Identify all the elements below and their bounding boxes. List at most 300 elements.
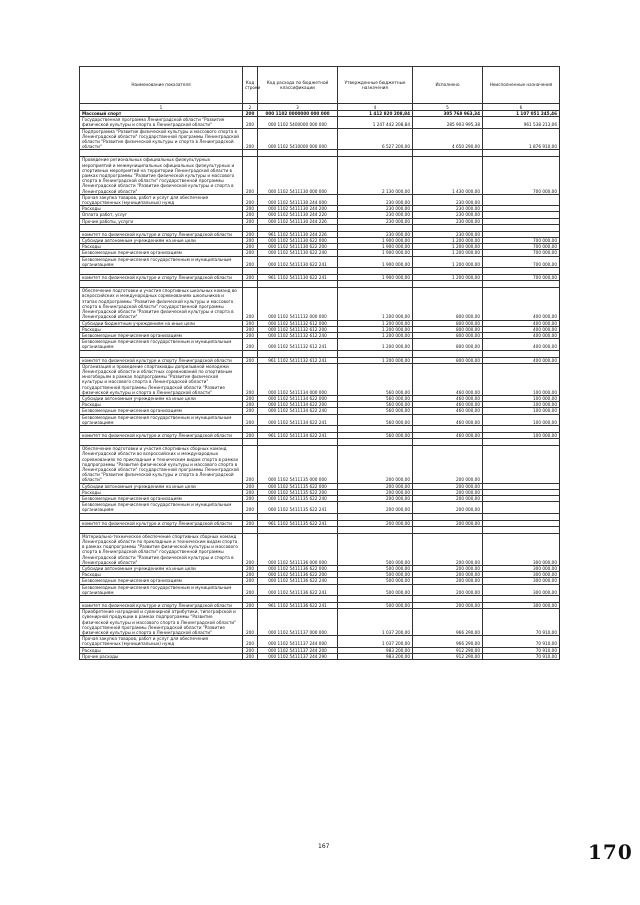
- cell-approved: 230 000,00: [338, 212, 413, 218]
- cell-name: [80, 281, 243, 288]
- table-row: [80, 502, 560, 513]
- table-row: [80, 636, 560, 647]
- cell-code: 000 1102 5411132 612 200: [258, 326, 338, 332]
- cell-approved: 983 200,00: [338, 647, 413, 653]
- cell-name: [80, 268, 243, 275]
- cell-line: 200: [243, 446, 258, 483]
- cell-name: [80, 224, 243, 231]
- cell-line: 200: [243, 653, 258, 659]
- cell-name: [80, 150, 243, 157]
- table-row: [80, 513, 560, 520]
- table-row: [80, 446, 560, 483]
- cell-executed: 1 200 000,00: [413, 256, 483, 267]
- cell-unexecuted: [483, 425, 560, 432]
- cell-executed: 200 000,00: [413, 578, 483, 584]
- cell-approved: 1 900 000,00: [338, 238, 413, 244]
- cell-line: [243, 439, 258, 446]
- cell-unexecuted: [483, 350, 560, 357]
- cell-line: 200: [243, 206, 258, 212]
- cell-name: Подпрограмма "Развитие физической культуры и массового спорта в Ленинградской области" государственной программы Ленинградской области "Развитие физической культуры и спорта в Ленинградской области": [80, 128, 243, 150]
- cell-name: Субсидии автономным учреждениям на иные цели: [80, 395, 243, 401]
- cell-name: Массовый спорт: [80, 111, 243, 117]
- cell-approved: 6 527 200,00: [338, 128, 413, 150]
- cell-name: Расходы: [80, 244, 243, 250]
- header-unexecuted: Неисполненные назначения: [483, 67, 560, 104]
- cell-executed: 1 200 000,00: [413, 238, 483, 244]
- cell-name: Безвозмездные перечисления государственным и муниципальным организациям: [80, 414, 243, 425]
- cell-approved: 1 900 000,00: [338, 244, 413, 250]
- cell-executed: 230 000,00: [413, 194, 483, 205]
- cell-line: 200: [243, 128, 258, 150]
- cell-approved: 1 412 820 208,84: [338, 111, 413, 117]
- header-approved: Утвержденные бюджетные назначения: [338, 67, 413, 104]
- table-row: [80, 339, 560, 350]
- cell-code: [258, 268, 338, 275]
- cell-name: Прочие работы, услуги: [80, 218, 243, 224]
- cell-line: 200: [243, 647, 258, 653]
- cell-unexecuted: 100 000,00: [483, 402, 560, 408]
- cell-code: 000 1102 5411134 622 000: [258, 395, 338, 401]
- cell-code: [258, 439, 338, 446]
- header-budget-code: Код расхода по бюджетной классификации: [258, 67, 338, 104]
- column-index: 1: [80, 104, 243, 111]
- cell-approved: [338, 281, 413, 288]
- cell-code: 000 1102 5411135 000 000: [258, 446, 338, 483]
- cell-line: 200: [243, 275, 258, 281]
- cell-line: 200: [243, 636, 258, 647]
- cell-name: Безвозмездные перечисления организациям: [80, 495, 243, 501]
- cell-approved: 200 000,00: [338, 520, 413, 526]
- table-row: [80, 533, 560, 565]
- cell-unexecuted: [483, 513, 560, 520]
- cell-unexecuted: [483, 526, 560, 533]
- cell-code: [258, 526, 338, 533]
- cell-name: Субсидии автономным учреждениям на иные цели: [80, 566, 243, 572]
- cell-unexecuted: 100 000,00: [483, 408, 560, 414]
- cell-name: [80, 425, 243, 432]
- cell-executed: [413, 596, 483, 603]
- cell-approved: [338, 439, 413, 446]
- cell-code: 000 1102 5411137 244 200: [258, 647, 338, 653]
- cell-executed: 800 000,00: [413, 288, 483, 320]
- cell-name: [80, 350, 243, 357]
- cell-code: [258, 281, 338, 288]
- cell-name: Оплата работ, услуг: [80, 212, 243, 218]
- cell-line: [243, 224, 258, 231]
- cell-code: 000 1102 5411132 612 240: [258, 332, 338, 338]
- cell-line: 200: [243, 495, 258, 501]
- cell-name: Расходы: [80, 206, 243, 212]
- cell-code: 000 1102 5400000 000 000: [258, 117, 338, 128]
- cell-line: 200: [243, 483, 258, 489]
- column-index: 5: [413, 104, 483, 111]
- cell-executed: 200 000,00: [413, 584, 483, 595]
- cell-line: 200: [243, 520, 258, 526]
- cell-name: Организация и проведение спартакиады допризывной молодежи Ленинградской области и областных соревнований по спортивным многоборьям в рамках подпрограммы "Развитие физической культуры и массового спорта в Ленинградской области" государственной программы Ленинградской области "Развитие физической культуры и спорта в Ленинградской области": [80, 363, 243, 395]
- cell-unexecuted: 1 107 051 245,46: [483, 111, 560, 117]
- cell-code: 000 1102 5411136 622 200: [258, 572, 338, 578]
- cell-line: 200: [243, 244, 258, 250]
- cell-approved: 1 900 000,00: [338, 250, 413, 256]
- table-row: [80, 425, 560, 432]
- cell-line: 200: [243, 326, 258, 332]
- cell-name: Обеспечение подготовки и участия спортивных сборных команд Ленинградской области во всероссийских и международных соревнованиях по прикладным и техническим видам спорта в рамках подпрограммы "Развитие физической культуры и массового спорта в Ленинградской области" государственной программы Ленинградской области "Развитие физической культуры и спорта в Ленинградской области": [80, 446, 243, 483]
- cell-approved: [338, 150, 413, 157]
- table-row: [80, 414, 560, 425]
- cell-approved: 983 200,00: [338, 653, 413, 659]
- cell-name: Расходы: [80, 572, 243, 578]
- page-number: 167: [318, 843, 330, 850]
- cell-approved: [338, 596, 413, 603]
- cell-name: комитет по физической культуре и спорту Ленинградской области: [80, 275, 243, 281]
- cell-executed: 200 000,00: [413, 502, 483, 513]
- cell-executed: 800 000,00: [413, 320, 483, 326]
- cell-line: 200: [243, 194, 258, 205]
- cell-code: 961 1102 5411135 622 241: [258, 520, 338, 526]
- report-sheet: [79, 66, 559, 660]
- cell-unexecuted: 1 876 910,00: [483, 128, 560, 150]
- cell-unexecuted: 400 000,00: [483, 357, 560, 363]
- cell-code: 000 1102 5411135 622 000: [258, 483, 338, 489]
- cell-name: Безвозмездные перечисления государственным и муниципальным организациям: [80, 502, 243, 513]
- cell-line: 200: [243, 288, 258, 320]
- cell-unexecuted: 300 000,00: [483, 578, 560, 584]
- cell-approved: 560 000,00: [338, 408, 413, 414]
- cell-line: 200: [243, 332, 258, 338]
- cell-unexecuted: 400 000,00: [483, 339, 560, 350]
- cell-name: комитет по физической культуре и спорту Ленинградской области: [80, 432, 243, 438]
- cell-executed: 230 000,00: [413, 218, 483, 224]
- cell-executed: 200 000,00: [413, 495, 483, 501]
- cell-name: Безвозмездные перечисления организациям: [80, 332, 243, 338]
- cell-unexecuted: 100 000,00: [483, 363, 560, 395]
- cell-code: 000 1102 5411130 244 226: [258, 218, 338, 224]
- cell-approved: 560 000,00: [338, 402, 413, 408]
- cell-code: 961 1102 5411134 622 241: [258, 432, 338, 438]
- table-row: [80, 350, 560, 357]
- cell-unexecuted: 300 000,00: [483, 566, 560, 572]
- cell-approved: 230 000,00: [338, 218, 413, 224]
- cell-name: Расходы: [80, 402, 243, 408]
- cell-unexecuted: [483, 224, 560, 231]
- cell-line: 200: [243, 212, 258, 218]
- cell-approved: 1 200 000,00: [338, 332, 413, 338]
- cell-name: Проведение региональных официальных физкультурных мероприятий и межмуниципальных официальных физкультурных и спортивных мероприятий на территории Ленинградской области в рамках подпрограммы "Развитие физической культуры и массового спорта в Ленинградской области" государственной программы Ленинградской области "Развитие физической культуры и спорта в Ленинградской области": [80, 157, 243, 194]
- cell-executed: 1 200 000,00: [413, 250, 483, 256]
- cell-line: [243, 268, 258, 275]
- cell-line: 200: [243, 357, 258, 363]
- cell-name: Материально-техническое обеспечение спортивных сборных команд Ленинградской области по прикладным и техническим видам спорта в рамках подпрограммы "Развитие физической культуры и массового спорта в Ленинградской области" государственной программы Ленинградской области "Развитие физической культуры и спорта в Ленинградской области": [80, 533, 243, 565]
- cell-name: Государственная программа Ленинградской области "Развитие физической культуры и спорта в Ленинградской области": [80, 117, 243, 128]
- cell-name: Расходы: [80, 326, 243, 332]
- cell-line: [243, 526, 258, 533]
- cell-approved: 1 037 200,00: [338, 636, 413, 647]
- cell-unexecuted: 300 000,00: [483, 572, 560, 578]
- cell-executed: 305 768 963,34: [413, 111, 483, 117]
- cell-unexecuted: 400 000,00: [483, 288, 560, 320]
- cell-unexecuted: [483, 502, 560, 513]
- cell-name: Безвозмездные перечисления организациям: [80, 250, 243, 256]
- cell-approved: 1 200 000,00: [338, 320, 413, 326]
- cell-code: 000 1102 5411136 000 000: [258, 533, 338, 565]
- column-index: 3: [258, 104, 338, 111]
- cell-name: Безвозмездные перечисления организациям: [80, 578, 243, 584]
- cell-executed: 200 000,00: [413, 572, 483, 578]
- cell-executed: [413, 150, 483, 157]
- cell-approved: 1 900 000,00: [338, 256, 413, 267]
- cell-code: 000 1102 5411130 000 000: [258, 157, 338, 194]
- cell-code: [258, 513, 338, 520]
- table-row: [80, 128, 560, 150]
- cell-executed: [413, 268, 483, 275]
- cell-line: 200: [243, 603, 258, 609]
- cell-code: 961 1102 5411130 244 226: [258, 231, 338, 237]
- cell-line: 200: [243, 256, 258, 267]
- cell-name: Безвозмездные перечисления государственным и муниципальным организациям: [80, 256, 243, 267]
- cell-line: [243, 513, 258, 520]
- cell-executed: 912 290,00: [413, 653, 483, 659]
- cell-unexecuted: 70 910,00: [483, 647, 560, 653]
- cell-code: 000 1102 5411135 622 240: [258, 495, 338, 501]
- cell-approved: 500 000,00: [338, 533, 413, 565]
- cell-executed: [413, 526, 483, 533]
- cell-code: 000 1102 0000000 000 000: [258, 111, 338, 117]
- cell-approved: 230 000,00: [338, 206, 413, 212]
- cell-executed: 460 000,00: [413, 414, 483, 425]
- cell-unexecuted: 300 000,00: [483, 533, 560, 565]
- cell-approved: 1 200 000,00: [338, 339, 413, 350]
- cell-unexecuted: [483, 268, 560, 275]
- table-row: [80, 256, 560, 267]
- cell-executed: 966 290,00: [413, 636, 483, 647]
- cell-approved: 230 000,00: [338, 194, 413, 205]
- cell-unexecuted: 70 910,00: [483, 609, 560, 636]
- cell-name: Обеспечение подготовки и участия спортивных школьных команд во всероссийских и международных соревнованиях школьников и этапах подпрограммы "Развитие физической культуры и массового спорта в Ленинградской области" государственной программы Ленинградской области "Развитие физической культуры и спорта в Ленинградской области": [80, 288, 243, 320]
- cell-approved: 1 247 442 208,84: [338, 117, 413, 128]
- cell-unexecuted: 400 000,00: [483, 326, 560, 332]
- table-row: [80, 609, 560, 636]
- cell-name: Прочие расходы: [80, 653, 243, 659]
- cell-approved: [338, 526, 413, 533]
- cell-executed: [413, 350, 483, 357]
- cell-line: 200: [243, 157, 258, 194]
- cell-code: 000 1102 5411134 622 240: [258, 408, 338, 414]
- cell-unexecuted: 700 000,00: [483, 275, 560, 281]
- cell-approved: 200 000,00: [338, 489, 413, 495]
- cell-executed: [413, 513, 483, 520]
- cell-approved: [338, 224, 413, 231]
- column-index-row: [80, 104, 560, 111]
- cell-unexecuted: 70 910,00: [483, 653, 560, 659]
- cell-executed: 460 000,00: [413, 432, 483, 438]
- cell-approved: 1 200 000,00: [338, 357, 413, 363]
- cell-approved: 560 000,00: [338, 432, 413, 438]
- cell-name: Субсидии автономным учреждениям на иные цели: [80, 238, 243, 244]
- table-row: [80, 157, 560, 194]
- cell-code: [258, 350, 338, 357]
- cell-name: комитет по физической культуре и спорту Ленинградской области: [80, 231, 243, 237]
- cell-unexecuted: 700 000,00: [483, 238, 560, 244]
- cell-unexecuted: 100 000,00: [483, 395, 560, 401]
- cell-unexecuted: 70 910,00: [483, 636, 560, 647]
- cell-line: 200: [243, 489, 258, 495]
- cell-name: комитет по физической культуре и спорту Ленинградской области: [80, 520, 243, 526]
- cell-code: [258, 596, 338, 603]
- table-row: [80, 526, 560, 533]
- cell-executed: 230 000,00: [413, 231, 483, 237]
- cell-unexecuted: [483, 596, 560, 603]
- cell-executed: 200 000,00: [413, 520, 483, 526]
- cell-unexecuted: [483, 150, 560, 157]
- cell-code: 000 1102 5411130 244 200: [258, 206, 338, 212]
- cell-unexecuted: 700 000,00: [483, 250, 560, 256]
- cell-approved: 1 037 200,00: [338, 609, 413, 636]
- cell-line: 200: [243, 533, 258, 565]
- cell-executed: 200 000,00: [413, 603, 483, 609]
- cell-unexecuted: 100 000,00: [483, 414, 560, 425]
- cell-executed: 912 290,00: [413, 647, 483, 653]
- cell-approved: 230 000,00: [338, 231, 413, 237]
- cell-executed: 285 903 995,38: [413, 117, 483, 128]
- cell-name: комитет по физической культуре и спорту Ленинградской области: [80, 357, 243, 363]
- cell-name: [80, 526, 243, 533]
- cell-code: 000 1102 5410000 000 000: [258, 128, 338, 150]
- cell-name: [80, 513, 243, 520]
- cell-name: [80, 596, 243, 603]
- cell-line: [243, 350, 258, 357]
- cell-line: 200: [243, 408, 258, 414]
- cell-approved: 560 000,00: [338, 363, 413, 395]
- cell-unexecuted: 300 000,00: [483, 603, 560, 609]
- cell-approved: 200 000,00: [338, 495, 413, 501]
- cell-name: Субсидии автономным учреждениям на иные цели: [80, 483, 243, 489]
- cell-name: Безвозмездные перечисления организациям: [80, 408, 243, 414]
- cell-executed: 200 000,00: [413, 446, 483, 483]
- cell-line: 200: [243, 402, 258, 408]
- cell-approved: 500 000,00: [338, 572, 413, 578]
- cell-line: 200: [243, 414, 258, 425]
- cell-code: 000 1102 5411136 622 000: [258, 566, 338, 572]
- cell-unexecuted: 700 000,00: [483, 157, 560, 194]
- cell-code: 000 1102 5411137 244 290: [258, 653, 338, 659]
- cell-code: 000 1102 5411134 622 200: [258, 402, 338, 408]
- cell-executed: [413, 224, 483, 231]
- cell-code: [258, 425, 338, 432]
- cell-executed: 1 430 000,00: [413, 157, 483, 194]
- cell-approved: 2 130 000,00: [338, 157, 413, 194]
- cell-executed: 460 000,00: [413, 395, 483, 401]
- cell-approved: 500 000,00: [338, 566, 413, 572]
- cell-code: 961 1102 5411136 622 241: [258, 603, 338, 609]
- cell-name: Расходы: [80, 489, 243, 495]
- cell-line: 200: [243, 432, 258, 438]
- cell-line: 200: [243, 572, 258, 578]
- cell-approved: [338, 268, 413, 275]
- cell-code: 000 1102 5411132 000 000: [258, 288, 338, 320]
- table-row: [80, 596, 560, 603]
- cell-executed: 800 000,00: [413, 357, 483, 363]
- cell-code: 000 1102 5411137 244 000: [258, 636, 338, 647]
- cell-code: 000 1102 5411132 612 241: [258, 339, 338, 350]
- cell-approved: 560 000,00: [338, 395, 413, 401]
- cell-unexecuted: 700 000,00: [483, 256, 560, 267]
- cell-code: [258, 224, 338, 231]
- cell-code: 000 1102 5411134 000 000: [258, 363, 338, 395]
- cell-executed: 1 200 000,00: [413, 275, 483, 281]
- cell-code: 000 1102 5411130 244 220: [258, 212, 338, 218]
- cell-code: 000 1102 5411130 244 000: [258, 194, 338, 205]
- cell-executed: 230 000,00: [413, 212, 483, 218]
- table-body: [80, 111, 560, 660]
- table-row: [80, 117, 560, 128]
- cell-approved: 1 200 000,00: [338, 288, 413, 320]
- column-index: 4: [338, 104, 413, 111]
- cell-line: 200: [243, 250, 258, 256]
- cell-code: 000 1102 5411130 622 200: [258, 244, 338, 250]
- cell-executed: 800 000,00: [413, 339, 483, 350]
- cell-executed: 4 650 290,00: [413, 128, 483, 150]
- cell-executed: 200 000,00: [413, 489, 483, 495]
- cell-executed: 460 000,00: [413, 363, 483, 395]
- cell-approved: 500 000,00: [338, 584, 413, 595]
- cell-approved: 500 000,00: [338, 603, 413, 609]
- cell-executed: 800 000,00: [413, 332, 483, 338]
- cell-line: 200: [243, 578, 258, 584]
- cell-name: Безвозмездные перечисления государственным и муниципальным организациям: [80, 584, 243, 595]
- header-executed: Исполнено: [413, 67, 483, 104]
- cell-name: Субсидии бюджетным учреждениям на иные цели: [80, 320, 243, 326]
- cell-executed: 200 000,00: [413, 483, 483, 489]
- cell-executed: [413, 281, 483, 288]
- cell-code: 000 1102 5411135 622 200: [258, 489, 338, 495]
- column-index: 2: [243, 104, 258, 111]
- cell-approved: [338, 425, 413, 432]
- cell-executed: 200 000,00: [413, 566, 483, 572]
- table-row: [80, 150, 560, 157]
- cell-line: [243, 425, 258, 432]
- cell-line: [243, 281, 258, 288]
- cell-code: [258, 150, 338, 157]
- cell-line: 200: [243, 339, 258, 350]
- cell-executed: 460 000,00: [413, 408, 483, 414]
- cell-name: Безвозмездные перечисления государственным и муниципальным организациям: [80, 339, 243, 350]
- table-row: [80, 194, 560, 205]
- cell-code: 000 1102 5411136 622 241: [258, 584, 338, 595]
- cell-executed: 460 000,00: [413, 402, 483, 408]
- cell-unexecuted: [483, 439, 560, 446]
- cell-executed: 230 000,00: [413, 206, 483, 212]
- cell-unexecuted: 300 000,00: [483, 584, 560, 595]
- cell-line: 200: [243, 584, 258, 595]
- cell-line: [243, 150, 258, 157]
- table-row: [80, 281, 560, 288]
- cell-line: 200: [243, 218, 258, 224]
- cell-code: 000 1102 5411130 622 241: [258, 256, 338, 267]
- cell-code: 000 1102 5411135 622 241: [258, 502, 338, 513]
- cell-line: 200: [243, 395, 258, 401]
- table-row: [80, 584, 560, 595]
- table-row: [80, 288, 560, 320]
- cell-executed: 966 290,00: [413, 609, 483, 636]
- cell-name: [80, 439, 243, 446]
- cell-approved: [338, 350, 413, 357]
- cell-unexecuted: 100 000,00: [483, 432, 560, 438]
- cell-approved: 200 000,00: [338, 446, 413, 483]
- cell-approved: 1 200 000,00: [338, 326, 413, 332]
- cell-name: Прочая закупка товаров, работ и услуг для обеспечения государственных (муниципальных) нужд: [80, 194, 243, 205]
- cell-code: 000 1102 5411134 622 241: [258, 414, 338, 425]
- cell-executed: 200 000,00: [413, 533, 483, 565]
